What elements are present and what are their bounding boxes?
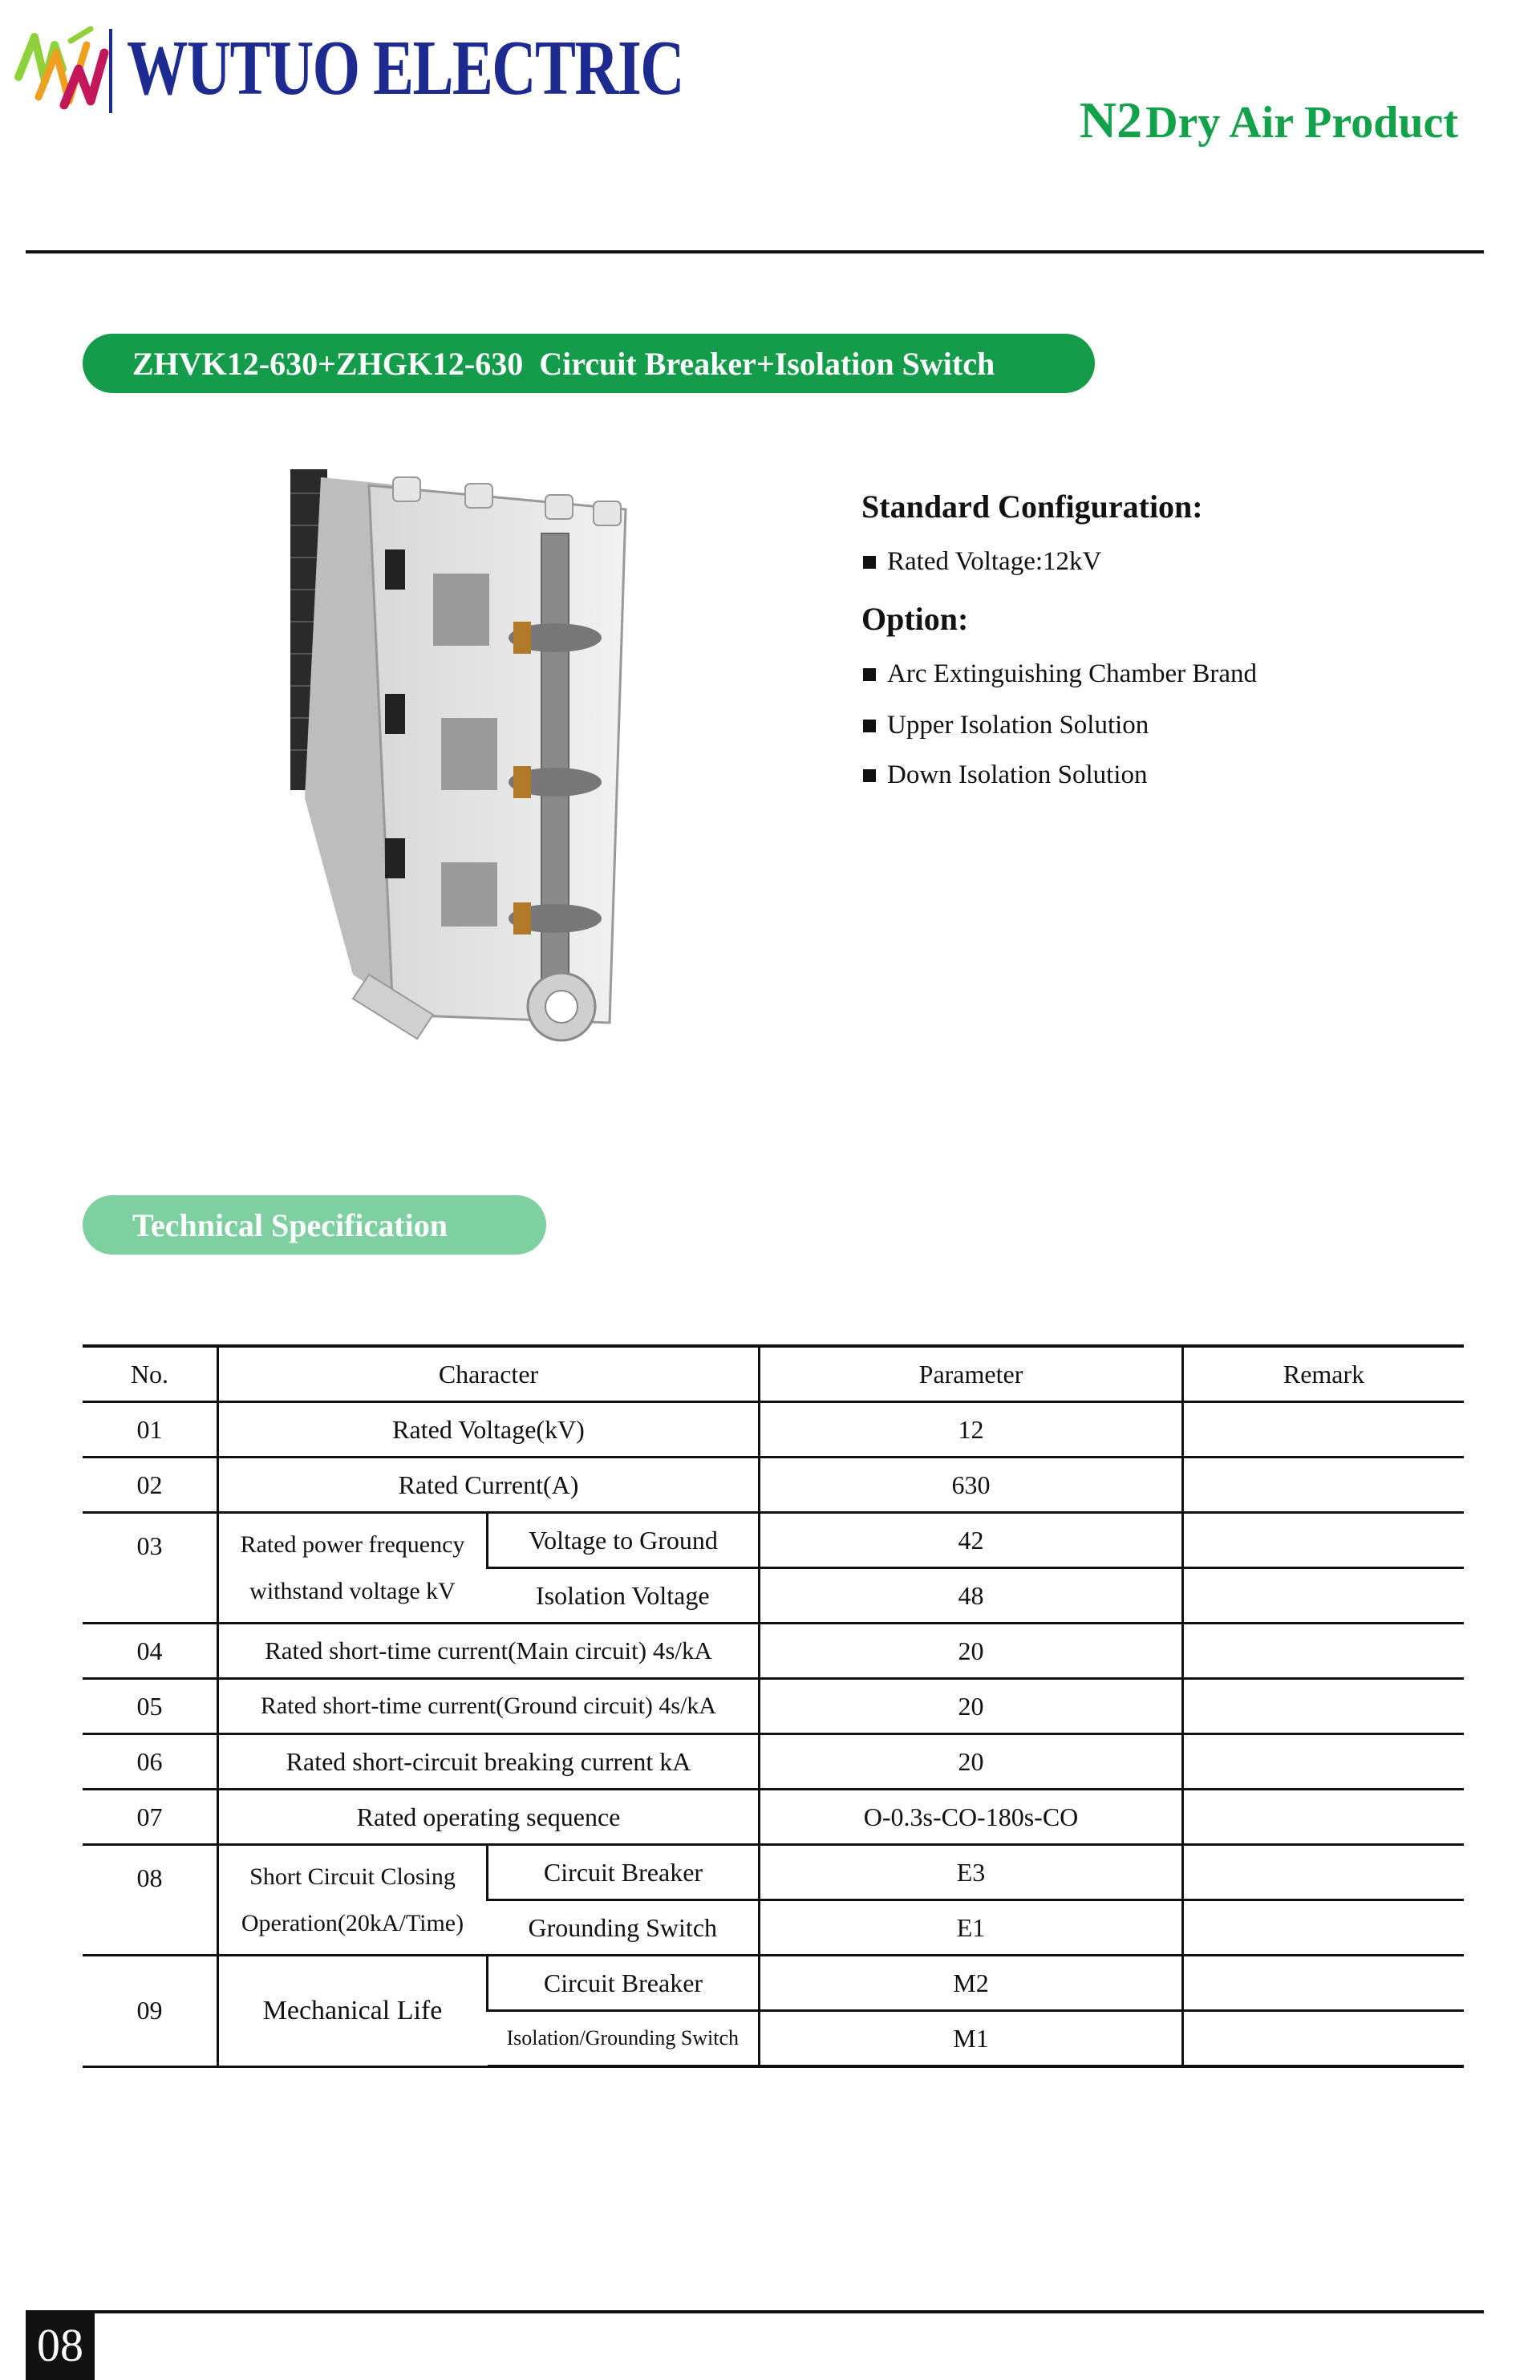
- row-sub-character: Circuit Breaker: [488, 1845, 760, 1900]
- option-item-text: Upper Isolation Solution: [887, 711, 1149, 740]
- row-no: 02: [83, 1458, 218, 1513]
- table-row: [83, 1734, 1464, 1790]
- option-heading: Option:: [861, 601, 969, 637]
- page-number: 08: [26, 2310, 95, 2380]
- row-remark: [1183, 1624, 1465, 1679]
- row-no: 01: [83, 1402, 218, 1458]
- row-remark: [1183, 1956, 1465, 2011]
- row-parameter: 42: [760, 1513, 1183, 1568]
- row-character: Rated short-time current(Ground circuit) 4s/kA: [218, 1679, 760, 1734]
- standard-config-item-text: Rated Voltage:12kV: [887, 547, 1102, 576]
- product-code: N2: [1079, 91, 1143, 148]
- row-sub-character: Isolation/Grounding Switch: [488, 2011, 760, 2067]
- header-divider: [26, 250, 1484, 253]
- option-item: [863, 659, 1257, 689]
- row-remark: [1183, 1568, 1465, 1624]
- row-no: 04: [83, 1624, 218, 1679]
- row-parameter: E1: [760, 1900, 1183, 1956]
- row-parameter: 12: [760, 1402, 1183, 1458]
- row-parameter: O-0.3s-CO-180s-CO: [760, 1790, 1183, 1845]
- header-no: No.: [83, 1346, 218, 1402]
- table-row: [83, 1458, 1464, 1513]
- product-image: [273, 461, 658, 1047]
- row-parameter: 630: [760, 1458, 1183, 1513]
- table-row: [83, 1845, 1464, 1900]
- row-remark: [1183, 2011, 1465, 2067]
- row-remark: [1183, 1402, 1465, 1458]
- row-parameter: 48: [760, 1568, 1183, 1624]
- row-group-character: [218, 1513, 488, 1624]
- option-item-text: Down Isolation Solution: [887, 760, 1148, 789]
- row-group-line2: withstand voltage kV: [249, 1577, 456, 1604]
- technical-spec-pill-text: Technical Specification: [132, 1206, 448, 1243]
- spec-table: [83, 1344, 1464, 2068]
- option-item-text: Arc Extinguishing Chamber Brand: [887, 659, 1258, 688]
- row-sub-character: Grounding Switch: [488, 1900, 760, 1956]
- row-parameter: M1: [760, 2011, 1183, 2067]
- row-character: Rated short-time current(Main circuit) 4s/kA: [218, 1624, 760, 1679]
- header-character: Character: [218, 1346, 760, 1402]
- row-remark: [1183, 1790, 1465, 1845]
- row-parameter: 20: [760, 1734, 1183, 1790]
- row-no: 06: [83, 1734, 218, 1790]
- table-header-row: [83, 1346, 1464, 1402]
- row-sub-character: Voltage to Ground: [488, 1513, 760, 1568]
- row-group-character: Mechanical Life: [218, 1956, 488, 2067]
- table-row: [83, 1956, 1464, 2011]
- product-title-pill: [83, 334, 1095, 393]
- row-sub-character: Circuit Breaker: [488, 1956, 760, 2011]
- row-remark: [1183, 1513, 1465, 1568]
- row-character: Rated Voltage(kV): [218, 1402, 760, 1458]
- standard-config-item: [863, 547, 1101, 577]
- row-character: Rated operating sequence: [218, 1790, 760, 1845]
- row-no: 07: [83, 1790, 218, 1845]
- row-group-line1: Rated power frequency: [240, 1531, 465, 1558]
- option-item: [863, 760, 1148, 790]
- row-no: 08: [83, 1845, 218, 1956]
- row-remark: [1183, 1900, 1465, 1956]
- row-remark: [1183, 1734, 1465, 1790]
- row-group-line1: Short Circuit Closing: [249, 1863, 456, 1890]
- product-title: [1079, 91, 1458, 148]
- footer-divider: [26, 2310, 1484, 2313]
- table-row: [83, 1402, 1464, 1458]
- row-parameter: 20: [760, 1679, 1183, 1734]
- row-parameter: M2: [760, 1956, 1183, 2011]
- bullet-square-icon: [863, 556, 876, 569]
- product-title-pill-text: ZHVK12-630+ZHGK12-630 Circuit Breaker+Isolation Switch: [132, 345, 995, 382]
- row-character: Rated short-circuit breaking current kA: [218, 1734, 760, 1790]
- row-remark: [1183, 1458, 1465, 1513]
- row-sub-character: Isolation Voltage: [488, 1568, 760, 1624]
- company-logo: [14, 18, 683, 122]
- bullet-square-icon: [863, 668, 876, 681]
- table-row: [83, 1624, 1464, 1679]
- header-parameter: Parameter: [760, 1346, 1183, 1402]
- row-remark: [1183, 1845, 1465, 1900]
- table-row: [83, 1790, 1464, 1845]
- standard-config-heading: Standard Configuration:: [861, 489, 1203, 525]
- bullet-square-icon: [863, 769, 876, 782]
- row-no: 03: [83, 1513, 218, 1624]
- row-parameter: 20: [760, 1624, 1183, 1679]
- row-no: 09: [83, 1956, 218, 2067]
- row-no: 05: [83, 1679, 218, 1734]
- row-group-line2: Operation(20kA/Time): [241, 1909, 464, 1936]
- option-item: [863, 711, 1149, 740]
- header-remark: Remark: [1183, 1346, 1465, 1402]
- company-name: WUTUO ELECTRIC: [127, 25, 683, 111]
- table-row: [83, 1679, 1464, 1734]
- row-group-character: [218, 1845, 488, 1956]
- table-row: [83, 1513, 1464, 1568]
- row-remark: [1183, 1679, 1465, 1734]
- wt-logo-icon: [14, 21, 115, 117]
- product-name: Dry Air Product: [1145, 98, 1458, 148]
- row-character: Rated Current(A): [218, 1458, 760, 1513]
- technical-spec-pill: [83, 1195, 546, 1255]
- bullet-square-icon: [863, 720, 876, 732]
- row-parameter: E3: [760, 1845, 1183, 1900]
